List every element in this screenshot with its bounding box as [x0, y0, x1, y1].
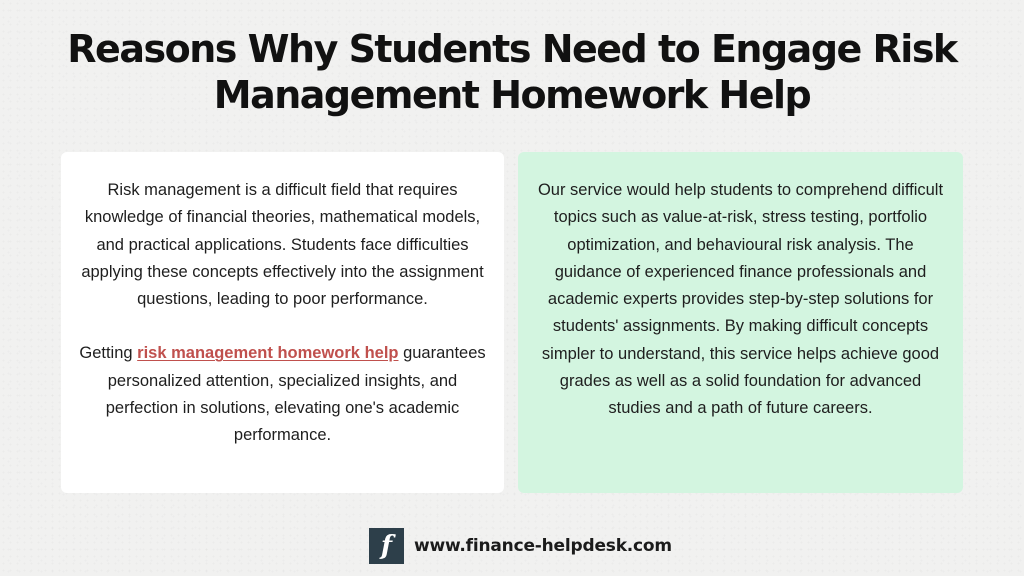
right-info-card	[518, 152, 963, 493]
page-title	[40, 26, 984, 118]
footer-brand	[369, 528, 672, 564]
left-card-paragraph-2-prefix: Getting	[79, 344, 138, 363]
logo-letter: f	[380, 531, 393, 561]
left-card-paragraph-2-suffix: guarantees personalized attention, specialized insights, and perfection in solutions, elevating one's academic performance.	[105, 344, 486, 445]
website-url: www.finance-helpdesk.com	[414, 536, 672, 556]
right-card-paragraph: Our service would help students to comprehend difficult topics such as value-at-risk, stress testing, portfolio optimization, and behavioural risk analysis. The guidance of experienced finance professionals and academic experts provides step-by-step solutions for students' assignments. By making difficult concepts simpler to understand, this service helps achieve good grades as well as a solid foundation for advanced studies and a path of future careers.	[537, 181, 944, 418]
page-title-line-2: Management Homework Help	[213, 73, 811, 117]
risk-management-homework-help-link[interactable]: risk management homework help	[137, 344, 399, 363]
left-card-paragraph-1: Risk management is a difficult field that requires knowledge of financial theories, mathematical models, and practical applications. Students face difficulties applying these concepts effectively into the assignment questions, leading to poor performance.	[81, 181, 484, 309]
left-card-paragraph-2	[79, 340, 486, 449]
left-info-card	[61, 152, 504, 493]
finance-helpdesk-logo-icon	[369, 528, 404, 564]
page-title-line-1: Reasons Why Students Need to Engage Risk	[67, 27, 957, 71]
